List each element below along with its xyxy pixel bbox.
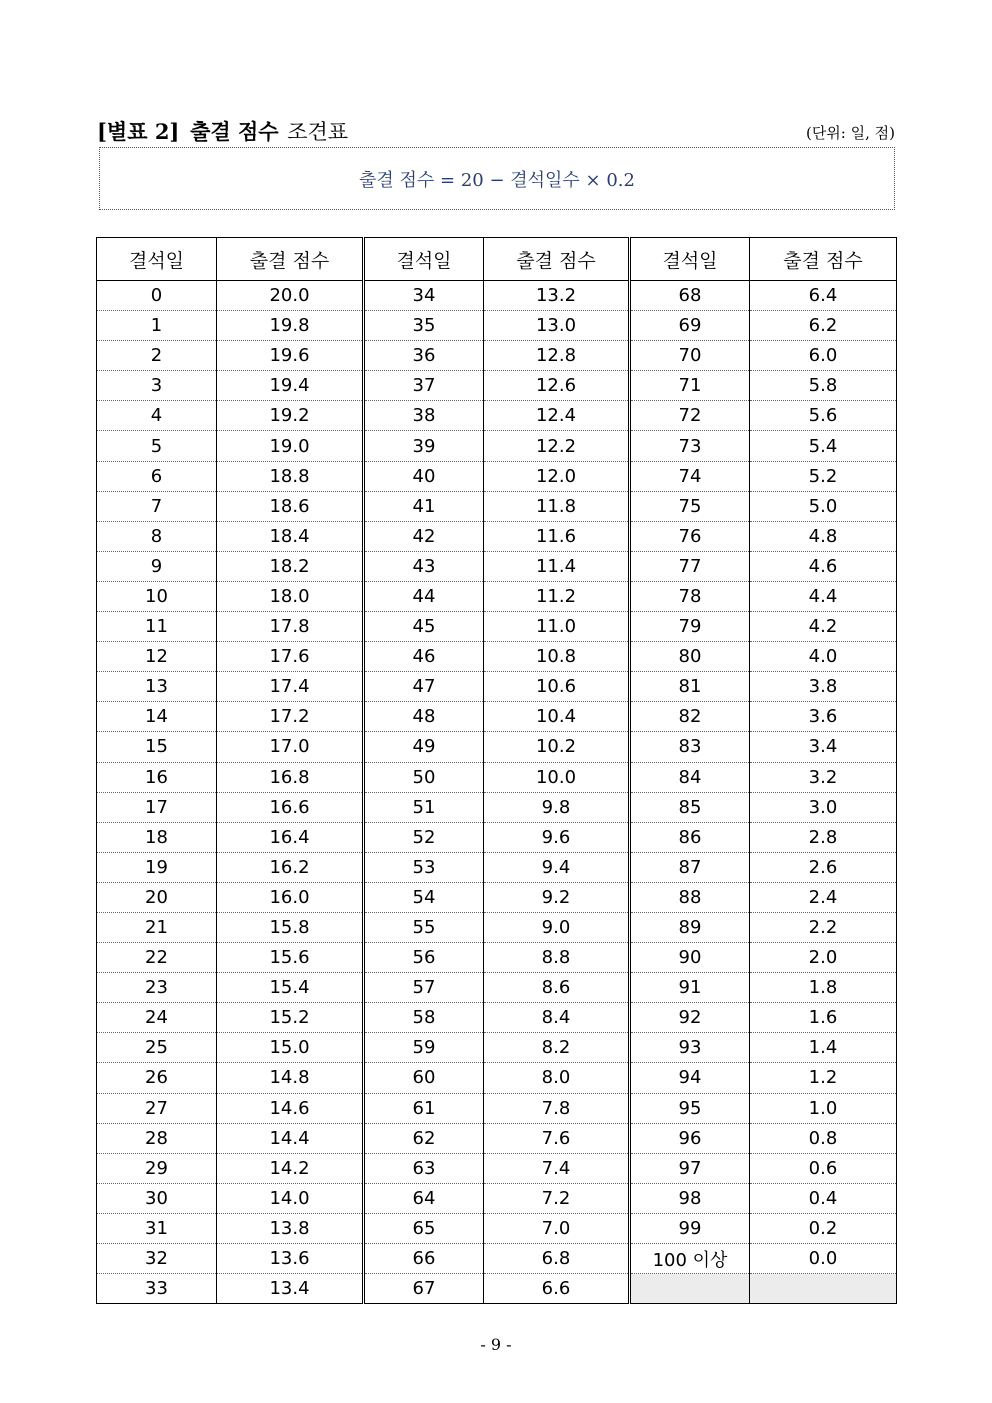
- absence-days-cell: 36: [364, 341, 484, 371]
- attendance-score-cell: 10.2: [484, 732, 630, 762]
- header-absence-days-3: 결석일: [630, 238, 750, 281]
- attendance-score-cell: 4.6: [750, 551, 897, 581]
- attendance-score-cell: 4.0: [750, 642, 897, 672]
- attendance-score-cell: 15.6: [217, 943, 364, 973]
- absence-days-cell: 38: [364, 401, 484, 431]
- absence-days-cell: [630, 1274, 750, 1304]
- attendance-score-cell: 14.2: [217, 1153, 364, 1183]
- attendance-score-cell: 9.8: [484, 792, 630, 822]
- header-score-3: 출결 점수: [750, 238, 897, 281]
- attendance-score-cell: 15.8: [217, 912, 364, 942]
- attendance-score-cell: 18.2: [217, 551, 364, 581]
- attendance-score-cell: 0.2: [750, 1213, 897, 1243]
- absence-days-cell: 1: [97, 311, 217, 341]
- absence-days-cell: 27: [97, 1093, 217, 1123]
- attendance-score-cell: 18.6: [217, 491, 364, 521]
- absence-days-cell: 83: [630, 732, 750, 762]
- attendance-score-cell: 7.6: [484, 1123, 630, 1153]
- table-row: [97, 912, 897, 942]
- attendance-score-cell: 19.0: [217, 431, 364, 461]
- absence-days-cell: 89: [630, 912, 750, 942]
- attendance-score-cell: 0.0: [750, 1244, 897, 1274]
- table-row: [97, 491, 897, 521]
- absence-days-cell: 84: [630, 762, 750, 792]
- table-row: [97, 852, 897, 882]
- attendance-score-cell: 11.8: [484, 491, 630, 521]
- table-row: [97, 882, 897, 912]
- attendance-score-cell: 7.2: [484, 1183, 630, 1213]
- absence-days-cell: 52: [364, 822, 484, 852]
- attendance-score-cell: 11.4: [484, 551, 630, 581]
- attendance-score-cell: 1.8: [750, 973, 897, 1003]
- attendance-score-cell: 4.4: [750, 581, 897, 611]
- table-row: [97, 551, 897, 581]
- absence-days-cell: 3: [97, 371, 217, 401]
- absence-days-cell: 94: [630, 1063, 750, 1093]
- title-normal: 조견표: [287, 120, 349, 144]
- table-row: [97, 732, 897, 762]
- absence-days-cell: 13: [97, 672, 217, 702]
- absence-days-cell: 43: [364, 551, 484, 581]
- absence-days-cell: 97: [630, 1153, 750, 1183]
- absence-days-cell: 2: [97, 341, 217, 371]
- absence-days-cell: 67: [364, 1274, 484, 1304]
- title-bold: 출결 점수: [190, 120, 279, 144]
- attendance-score-cell: 0.4: [750, 1183, 897, 1213]
- attendance-score-cell: 2.8: [750, 822, 897, 852]
- table-row: [97, 1033, 897, 1063]
- attendance-score-cell: 11.2: [484, 581, 630, 611]
- absence-days-cell: 18: [97, 822, 217, 852]
- attendance-score-cell: 18.8: [217, 461, 364, 491]
- table-row: [97, 612, 897, 642]
- attendance-score-cell: 16.4: [217, 822, 364, 852]
- attendance-score-cell: 13.0: [484, 311, 630, 341]
- attendance-score-cell: 3.2: [750, 762, 897, 792]
- attendance-score-cell: 4.2: [750, 612, 897, 642]
- table-row: [97, 461, 897, 491]
- absence-days-cell: 49: [364, 732, 484, 762]
- absence-days-cell: 78: [630, 581, 750, 611]
- absence-days-cell: 58: [364, 1003, 484, 1033]
- absence-days-cell: 9: [97, 551, 217, 581]
- attendance-score-cell: 5.0: [750, 491, 897, 521]
- absence-days-cell: 71: [630, 371, 750, 401]
- absence-days-cell: 8: [97, 521, 217, 551]
- table-row: [97, 1183, 897, 1213]
- absence-days-cell: 31: [97, 1213, 217, 1243]
- table-row: [97, 973, 897, 1003]
- absence-days-cell: 20: [97, 882, 217, 912]
- attendance-score-cell: 2.0: [750, 943, 897, 973]
- absence-days-cell: 46: [364, 642, 484, 672]
- absence-days-cell: 34: [364, 281, 484, 311]
- attendance-score-cell: 9.4: [484, 852, 630, 882]
- table-row: [97, 1244, 897, 1274]
- table-row: [97, 1063, 897, 1093]
- absence-days-cell: 15: [97, 732, 217, 762]
- absence-days-cell: 48: [364, 702, 484, 732]
- table-row: [97, 822, 897, 852]
- table-body: [97, 281, 897, 1304]
- attendance-score-cell: 1.4: [750, 1033, 897, 1063]
- attendance-score-cell: 13.2: [484, 281, 630, 311]
- attendance-score-cell: 17.4: [217, 672, 364, 702]
- absence-days-cell: 73: [630, 431, 750, 461]
- absence-days-cell: 99: [630, 1213, 750, 1243]
- attendance-score-cell: 1.6: [750, 1003, 897, 1033]
- absence-days-cell: 75: [630, 491, 750, 521]
- attendance-score-cell: 2.6: [750, 852, 897, 882]
- attendance-score-cell: 9.2: [484, 882, 630, 912]
- page-number: - 9 -: [480, 1335, 512, 1354]
- absence-days-cell: 86: [630, 822, 750, 852]
- absence-days-cell: 88: [630, 882, 750, 912]
- score-table: [96, 237, 897, 1304]
- absence-days-cell: 25: [97, 1033, 217, 1063]
- attendance-score-cell: 6.0: [750, 341, 897, 371]
- absence-days-cell: 65: [364, 1213, 484, 1243]
- table-row: [97, 672, 897, 702]
- absence-days-cell: 40: [364, 461, 484, 491]
- attendance-score-cell: 13.6: [217, 1244, 364, 1274]
- attendance-score-cell: 16.0: [217, 882, 364, 912]
- attendance-score-cell: 8.6: [484, 973, 630, 1003]
- attendance-score-cell: 16.8: [217, 762, 364, 792]
- attendance-score-cell: 8.4: [484, 1003, 630, 1033]
- absence-days-cell: 57: [364, 973, 484, 1003]
- table-row: [97, 521, 897, 551]
- absence-days-cell: 56: [364, 943, 484, 973]
- absence-days-cell: 10: [97, 581, 217, 611]
- absence-days-cell: 19: [97, 852, 217, 882]
- title-row: [97, 112, 897, 146]
- attendance-score-cell: 17.6: [217, 642, 364, 672]
- absence-days-cell: 55: [364, 912, 484, 942]
- absence-days-cell: 26: [97, 1063, 217, 1093]
- absence-days-cell: 29: [97, 1153, 217, 1183]
- attendance-score-cell: 5.4: [750, 431, 897, 461]
- table-header-row: [97, 238, 897, 281]
- table-row: [97, 642, 897, 672]
- header-absence-days-1: 결석일: [97, 238, 217, 281]
- absence-days-cell: 5: [97, 431, 217, 461]
- attendance-score-cell: 18.4: [217, 521, 364, 551]
- absence-days-cell: 79: [630, 612, 750, 642]
- attendance-score-cell: 3.0: [750, 792, 897, 822]
- attendance-score-cell: 8.2: [484, 1033, 630, 1063]
- absence-days-cell: 98: [630, 1183, 750, 1213]
- table-row: [97, 943, 897, 973]
- table-row: [97, 341, 897, 371]
- attendance-score-cell: 5.6: [750, 401, 897, 431]
- absence-days-cell: 24: [97, 1003, 217, 1033]
- attendance-score-cell: 16.6: [217, 792, 364, 822]
- absence-days-cell: 35: [364, 311, 484, 341]
- absence-days-cell: 63: [364, 1153, 484, 1183]
- absence-days-cell: 69: [630, 311, 750, 341]
- attendance-score-cell: 7.0: [484, 1213, 630, 1243]
- attendance-score-cell: 2.2: [750, 912, 897, 942]
- attendance-score-cell: 12.2: [484, 431, 630, 461]
- attendance-score-cell: 18.0: [217, 581, 364, 611]
- page-title: [97, 116, 348, 146]
- attendance-score-cell: 17.0: [217, 732, 364, 762]
- absence-days-cell: 21: [97, 912, 217, 942]
- absence-days-cell: 45: [364, 612, 484, 642]
- attendance-score-cell: 14.8: [217, 1063, 364, 1093]
- absence-days-cell: 72: [630, 401, 750, 431]
- header-score-2: 출결 점수: [484, 238, 630, 281]
- attendance-score-cell: 8.8: [484, 943, 630, 973]
- attendance-score-cell: 8.0: [484, 1063, 630, 1093]
- attendance-score-cell: 3.6: [750, 702, 897, 732]
- attendance-score-cell: 14.4: [217, 1123, 364, 1153]
- attendance-score-cell: 6.4: [750, 281, 897, 311]
- attendance-score-cell: 0.8: [750, 1123, 897, 1153]
- attendance-score-cell: 17.2: [217, 702, 364, 732]
- table-row: [97, 1153, 897, 1183]
- unit-note: (단위: 일, 점): [805, 124, 895, 142]
- absence-days-cell: 68: [630, 281, 750, 311]
- attendance-score-cell: 1.0: [750, 1093, 897, 1123]
- absence-days-cell: 61: [364, 1093, 484, 1123]
- attendance-score-cell: 5.8: [750, 371, 897, 401]
- attendance-score-cell: 10.0: [484, 762, 630, 792]
- header-absence-days-2: 결석일: [364, 238, 484, 281]
- attendance-score-cell: 0.6: [750, 1153, 897, 1183]
- table-row: [97, 371, 897, 401]
- attendance-score-cell: 12.0: [484, 461, 630, 491]
- attendance-score-cell: 15.4: [217, 973, 364, 1003]
- attendance-score-cell: 1.2: [750, 1063, 897, 1093]
- absence-days-cell: 7: [97, 491, 217, 521]
- attendance-score-cell: 17.8: [217, 612, 364, 642]
- table-row: [97, 311, 897, 341]
- table-row: [97, 281, 897, 311]
- absence-days-cell: 59: [364, 1033, 484, 1063]
- absence-days-cell: 11: [97, 612, 217, 642]
- attendance-score-cell: 12.8: [484, 341, 630, 371]
- absence-days-cell: 17: [97, 792, 217, 822]
- absence-days-cell: 54: [364, 882, 484, 912]
- formula-box: [99, 147, 895, 210]
- absence-days-cell: 23: [97, 973, 217, 1003]
- absence-days-cell: 100 이상: [630, 1244, 750, 1274]
- attendance-score-cell: 4.8: [750, 521, 897, 551]
- absence-days-cell: 87: [630, 852, 750, 882]
- attendance-score-cell: 6.6: [484, 1274, 630, 1304]
- table-row: [97, 401, 897, 431]
- attendance-score-cell: 9.0: [484, 912, 630, 942]
- attendance-score-cell: 13.4: [217, 1274, 364, 1304]
- table-row: [97, 431, 897, 461]
- attendance-score-cell: [750, 1274, 897, 1304]
- attendance-score-cell: 11.0: [484, 612, 630, 642]
- absence-days-cell: 81: [630, 672, 750, 702]
- attendance-score-cell: 10.4: [484, 702, 630, 732]
- attendance-score-cell: 3.8: [750, 672, 897, 702]
- absence-days-cell: 30: [97, 1183, 217, 1213]
- absence-days-cell: 14: [97, 702, 217, 732]
- attendance-score-cell: 14.0: [217, 1183, 364, 1213]
- attendance-score-cell: 19.2: [217, 401, 364, 431]
- absence-days-cell: 82: [630, 702, 750, 732]
- absence-days-cell: 66: [364, 1244, 484, 1274]
- absence-days-cell: 28: [97, 1123, 217, 1153]
- absence-days-cell: 95: [630, 1093, 750, 1123]
- absence-days-cell: 50: [364, 762, 484, 792]
- absence-days-cell: 37: [364, 371, 484, 401]
- absence-days-cell: 96: [630, 1123, 750, 1153]
- absence-days-cell: 64: [364, 1183, 484, 1213]
- absence-days-cell: 70: [630, 341, 750, 371]
- attendance-score-cell: 12.6: [484, 371, 630, 401]
- attendance-score-cell: 5.2: [750, 461, 897, 491]
- table-row: [97, 1274, 897, 1304]
- absence-days-cell: 90: [630, 943, 750, 973]
- table-row: [97, 762, 897, 792]
- absence-days-cell: 22: [97, 943, 217, 973]
- table-row: [97, 1093, 897, 1123]
- attendance-score-cell: 7.4: [484, 1153, 630, 1183]
- absence-days-cell: 0: [97, 281, 217, 311]
- attendance-score-cell: 20.0: [217, 281, 364, 311]
- absence-days-cell: 76: [630, 521, 750, 551]
- absence-days-cell: 42: [364, 521, 484, 551]
- header-score-1: 출결 점수: [217, 238, 364, 281]
- absence-days-cell: 6: [97, 461, 217, 491]
- absence-days-cell: 77: [630, 551, 750, 581]
- absence-days-cell: 92: [630, 1003, 750, 1033]
- attendance-score-cell: 15.0: [217, 1033, 364, 1063]
- absence-days-cell: 33: [97, 1274, 217, 1304]
- absence-days-cell: 39: [364, 431, 484, 461]
- absence-days-cell: 4: [97, 401, 217, 431]
- absence-days-cell: 62: [364, 1123, 484, 1153]
- attendance-score-cell: 10.6: [484, 672, 630, 702]
- absence-days-cell: 16: [97, 762, 217, 792]
- absence-days-cell: 93: [630, 1033, 750, 1063]
- absence-days-cell: 41: [364, 491, 484, 521]
- absence-days-cell: 85: [630, 792, 750, 822]
- table-row: [97, 1213, 897, 1243]
- attendance-score-cell: 10.8: [484, 642, 630, 672]
- absence-days-cell: 91: [630, 973, 750, 1003]
- attendance-score-cell: 19.8: [217, 311, 364, 341]
- attendance-score-cell: 19.4: [217, 371, 364, 401]
- attendance-score-cell: 13.8: [217, 1213, 364, 1243]
- table-row: [97, 792, 897, 822]
- absence-days-cell: 60: [364, 1063, 484, 1093]
- appendix-label: [별표 2]: [97, 119, 180, 144]
- attendance-score-cell: 7.8: [484, 1093, 630, 1123]
- attendance-score-cell: 6.2: [750, 311, 897, 341]
- absence-days-cell: 74: [630, 461, 750, 491]
- attendance-score-cell: 3.4: [750, 732, 897, 762]
- attendance-score-cell: 11.6: [484, 521, 630, 551]
- attendance-score-cell: 12.4: [484, 401, 630, 431]
- attendance-score-cell: 14.6: [217, 1093, 364, 1123]
- attendance-score-cell: 9.6: [484, 822, 630, 852]
- attendance-score-cell: 16.2: [217, 852, 364, 882]
- absence-days-cell: 53: [364, 852, 484, 882]
- table-row: [97, 1123, 897, 1153]
- attendance-score-cell: 6.8: [484, 1244, 630, 1274]
- absence-days-cell: 80: [630, 642, 750, 672]
- absence-days-cell: 51: [364, 792, 484, 822]
- absence-days-cell: 12: [97, 642, 217, 672]
- absence-days-cell: 32: [97, 1244, 217, 1274]
- absence-days-cell: 47: [364, 672, 484, 702]
- formula-text: 출결 점수 = 20 − 결석일수 × 0.2: [359, 169, 635, 191]
- attendance-score-cell: 19.6: [217, 341, 364, 371]
- absence-days-cell: 44: [364, 581, 484, 611]
- attendance-score-cell: 2.4: [750, 882, 897, 912]
- table-row: [97, 702, 897, 732]
- table-row: [97, 581, 897, 611]
- table-row: [97, 1003, 897, 1033]
- attendance-score-cell: 15.2: [217, 1003, 364, 1033]
